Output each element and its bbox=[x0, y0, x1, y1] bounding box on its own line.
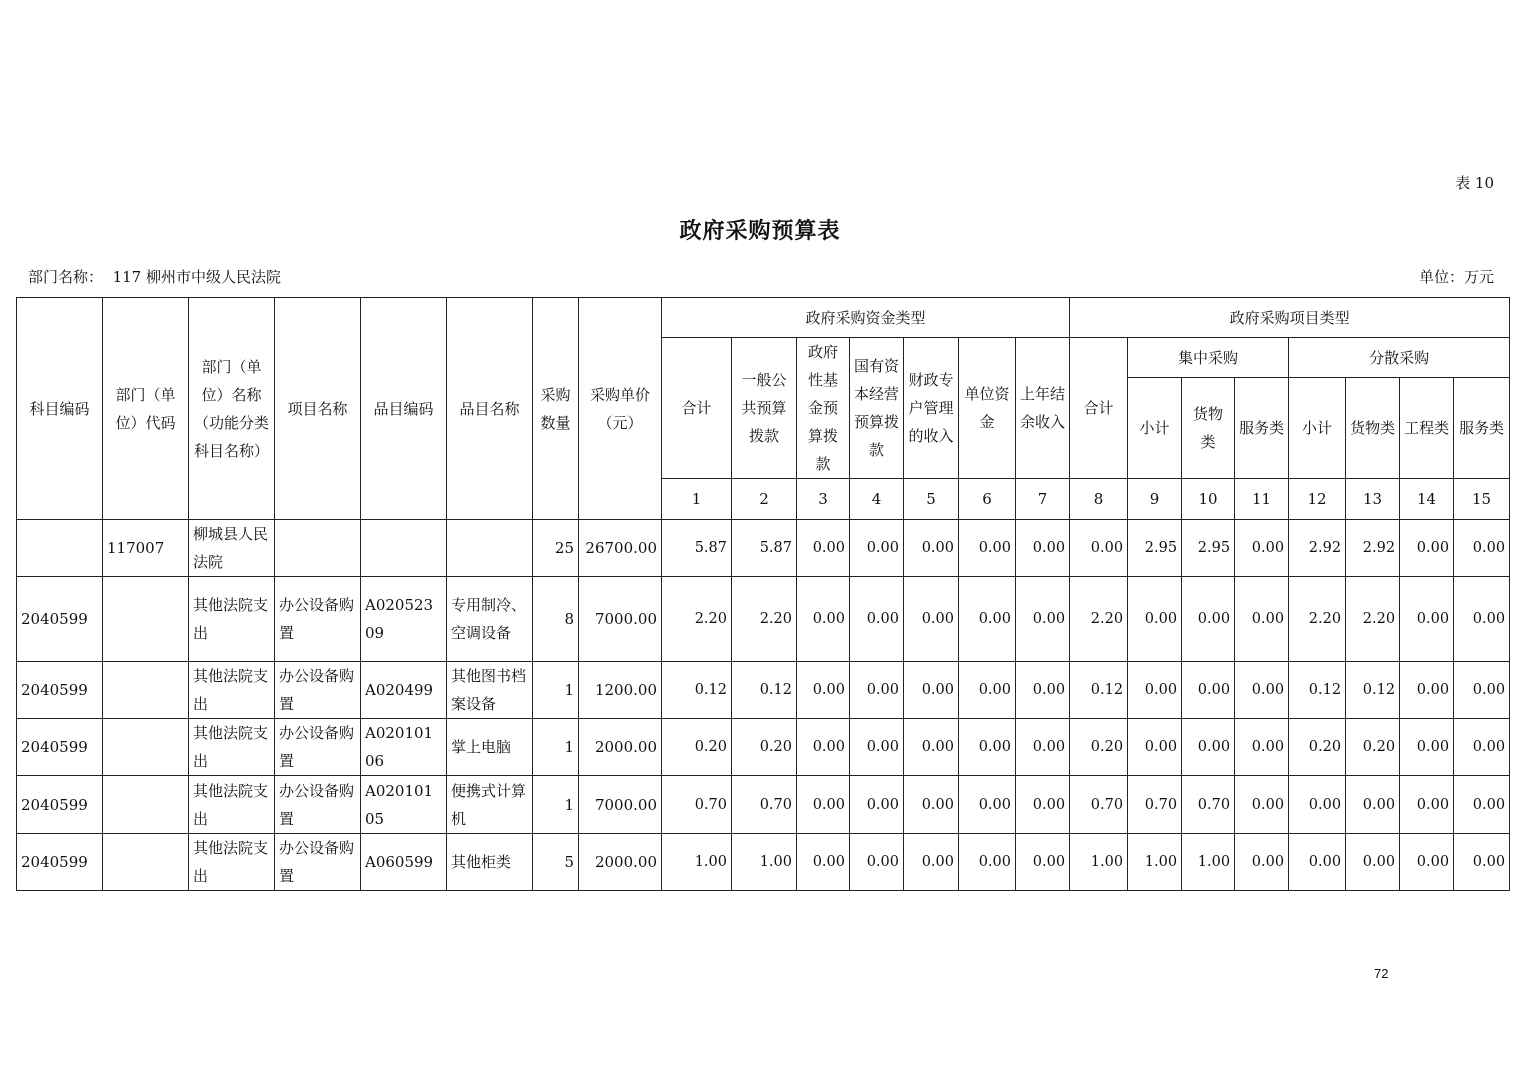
cell-value-12: 0.00 bbox=[1289, 776, 1346, 834]
column-number: 13 bbox=[1346, 479, 1400, 520]
cell-quantity: 1 bbox=[533, 662, 579, 719]
cell-value-3: 0.00 bbox=[797, 577, 850, 662]
cell-dept-name: 其他法院支出 bbox=[189, 577, 275, 662]
cell-item-code: A020499 bbox=[361, 662, 447, 719]
cell-dept-name: 其他法院支出 bbox=[189, 834, 275, 891]
cell-quantity: 5 bbox=[533, 834, 579, 891]
col-project-total: 合计 bbox=[1070, 338, 1128, 479]
cell-subject-code bbox=[17, 520, 103, 577]
cell-value-1: 1.00 bbox=[662, 834, 732, 891]
cell-value-11: 0.00 bbox=[1235, 577, 1289, 662]
cell-item-name bbox=[447, 520, 533, 577]
col-item-name: 品目名称 bbox=[447, 298, 533, 520]
cell-value-6: 0.00 bbox=[959, 662, 1016, 719]
cell-value-14: 0.00 bbox=[1400, 520, 1454, 577]
table-body bbox=[17, 520, 1510, 891]
col-central-services: 服务类 bbox=[1235, 378, 1289, 479]
cell-value-10: 0.00 bbox=[1182, 719, 1235, 776]
col-carryover: 上年结余收入 bbox=[1016, 338, 1070, 479]
cell-value-14: 0.00 bbox=[1400, 577, 1454, 662]
cell-value-5: 0.00 bbox=[904, 776, 959, 834]
cell-item-code: A02010105 bbox=[361, 776, 447, 834]
cell-value-4: 0.00 bbox=[850, 719, 904, 776]
column-number: 1 bbox=[662, 479, 732, 520]
cell-value-9: 2.95 bbox=[1128, 520, 1182, 577]
table-header bbox=[17, 298, 1510, 520]
cell-value-7: 0.00 bbox=[1016, 834, 1070, 891]
cell-value-5: 0.00 bbox=[904, 577, 959, 662]
cell-value-9: 0.00 bbox=[1128, 662, 1182, 719]
cell-dept-name: 柳城县人民法院 bbox=[189, 520, 275, 577]
cell-value-6: 0.00 bbox=[959, 719, 1016, 776]
col-scattered-works: 工程类 bbox=[1400, 378, 1454, 479]
cell-quantity: 8 bbox=[533, 577, 579, 662]
cell-value-1: 0.12 bbox=[662, 662, 732, 719]
cell-value-13: 0.12 bbox=[1346, 662, 1400, 719]
unit-label: 单位：万元 bbox=[1418, 268, 1494, 286]
column-number: 8 bbox=[1070, 479, 1128, 520]
cell-value-10: 0.00 bbox=[1182, 662, 1235, 719]
cell-value-9: 0.00 bbox=[1128, 719, 1182, 776]
cell-value-11: 0.00 bbox=[1235, 834, 1289, 891]
cell-value-7: 0.00 bbox=[1016, 719, 1070, 776]
cell-value-10: 1.00 bbox=[1182, 834, 1235, 891]
department-value: 117 柳州市中级人民法院 bbox=[112, 268, 281, 286]
cell-value-1: 5.87 bbox=[662, 520, 732, 577]
cell-dept-name: 其他法院支出 bbox=[189, 662, 275, 719]
cell-value-7: 0.00 bbox=[1016, 520, 1070, 577]
col-general-budget: 一般公共预算拨款 bbox=[732, 338, 797, 479]
col-scattered-subtotal: 小计 bbox=[1289, 378, 1346, 479]
column-number: 11 bbox=[1235, 479, 1289, 520]
cell-value-4: 0.00 bbox=[850, 577, 904, 662]
col-fund-total: 合计 bbox=[662, 338, 732, 479]
col-gov-fund: 政府性基金预算拨款 bbox=[797, 338, 850, 479]
cell-subject-code: 2040599 bbox=[17, 776, 103, 834]
group-scattered-procurement: 分散采购 bbox=[1289, 338, 1510, 378]
page-title: 政府采购预算表 bbox=[679, 218, 841, 244]
cell-value-10: 0.70 bbox=[1182, 776, 1235, 834]
cell-value-1: 0.20 bbox=[662, 719, 732, 776]
cell-value-13: 2.20 bbox=[1346, 577, 1400, 662]
cell-project-name: 办公设备购置 bbox=[275, 662, 361, 719]
cell-value-10: 0.00 bbox=[1182, 577, 1235, 662]
cell-value-3: 0.00 bbox=[797, 776, 850, 834]
cell-project-name bbox=[275, 520, 361, 577]
cell-dept-code bbox=[103, 662, 189, 719]
cell-value-11: 0.00 bbox=[1235, 719, 1289, 776]
cell-value-3: 0.00 bbox=[797, 834, 850, 891]
col-scattered-services: 服务类 bbox=[1454, 378, 1510, 479]
group-project-type: 政府采购项目类型 bbox=[1070, 298, 1510, 338]
cell-value-14: 0.00 bbox=[1400, 719, 1454, 776]
cell-value-10: 2.95 bbox=[1182, 520, 1235, 577]
cell-item-name: 便携式计算机 bbox=[447, 776, 533, 834]
cell-unit-price: 2000.00 bbox=[579, 834, 662, 891]
cell-value-15: 0.00 bbox=[1454, 577, 1510, 662]
column-number: 12 bbox=[1289, 479, 1346, 520]
cell-value-7: 0.00 bbox=[1016, 577, 1070, 662]
group-fund-type: 政府采购资金类型 bbox=[662, 298, 1070, 338]
column-number: 7 bbox=[1016, 479, 1070, 520]
col-scattered-goods: 货物类 bbox=[1346, 378, 1400, 479]
cell-value-5: 0.00 bbox=[904, 520, 959, 577]
cell-value-8: 2.20 bbox=[1070, 577, 1128, 662]
cell-subject-code: 2040599 bbox=[17, 662, 103, 719]
cell-value-5: 0.00 bbox=[904, 719, 959, 776]
cell-subject-code: 2040599 bbox=[17, 834, 103, 891]
col-unit-price: 采购单价（元） bbox=[579, 298, 662, 520]
cell-value-12: 2.92 bbox=[1289, 520, 1346, 577]
table-row bbox=[17, 662, 1510, 719]
cell-value-4: 0.00 bbox=[850, 834, 904, 891]
cell-value-3: 0.00 bbox=[797, 520, 850, 577]
cell-value-4: 0.00 bbox=[850, 662, 904, 719]
cell-value-15: 0.00 bbox=[1454, 776, 1510, 834]
cell-value-12: 0.20 bbox=[1289, 719, 1346, 776]
cell-value-14: 0.00 bbox=[1400, 776, 1454, 834]
col-special-income: 财政专户管理的收入 bbox=[904, 338, 959, 479]
cell-project-name: 办公设备购置 bbox=[275, 776, 361, 834]
cell-value-13: 0.20 bbox=[1346, 719, 1400, 776]
cell-value-13: 2.92 bbox=[1346, 520, 1400, 577]
col-item-code: 品目编码 bbox=[361, 298, 447, 520]
cell-value-3: 0.00 bbox=[797, 719, 850, 776]
cell-item-name: 专用制冷、空调设备 bbox=[447, 577, 533, 662]
cell-value-13: 0.00 bbox=[1346, 776, 1400, 834]
cell-value-2: 5.87 bbox=[732, 520, 797, 577]
table-row bbox=[17, 577, 1510, 662]
table-row bbox=[17, 520, 1510, 577]
cell-value-14: 0.00 bbox=[1400, 834, 1454, 891]
cell-value-6: 0.00 bbox=[959, 776, 1016, 834]
cell-quantity: 25 bbox=[533, 520, 579, 577]
col-central-subtotal: 小计 bbox=[1128, 378, 1182, 479]
cell-item-name: 其他柜类 bbox=[447, 834, 533, 891]
cell-value-12: 0.00 bbox=[1289, 834, 1346, 891]
cell-value-5: 0.00 bbox=[904, 834, 959, 891]
cell-project-name: 办公设备购置 bbox=[275, 834, 361, 891]
cell-value-8: 0.70 bbox=[1070, 776, 1128, 834]
group-central-procurement: 集中采购 bbox=[1128, 338, 1289, 378]
cell-item-code bbox=[361, 520, 447, 577]
cell-value-15: 0.00 bbox=[1454, 520, 1510, 577]
cell-value-2: 0.20 bbox=[732, 719, 797, 776]
col-quantity: 采购数量 bbox=[533, 298, 579, 520]
cell-dept-name: 其他法院支出 bbox=[189, 719, 275, 776]
column-number: 10 bbox=[1182, 479, 1235, 520]
table-row bbox=[17, 719, 1510, 776]
col-unit-funds: 单位资金 bbox=[959, 338, 1016, 479]
cell-dept-code: 117007 bbox=[103, 520, 189, 577]
column-number: 3 bbox=[797, 479, 850, 520]
cell-dept-name: 其他法院支出 bbox=[189, 776, 275, 834]
table-number: 表 10 bbox=[1455, 174, 1494, 192]
cell-item-code: A02052309 bbox=[361, 577, 447, 662]
column-number: 15 bbox=[1454, 479, 1510, 520]
cell-value-9: 1.00 bbox=[1128, 834, 1182, 891]
cell-value-15: 0.00 bbox=[1454, 719, 1510, 776]
cell-unit-price: 26700.00 bbox=[579, 520, 662, 577]
cell-value-14: 0.00 bbox=[1400, 662, 1454, 719]
cell-value-8: 0.00 bbox=[1070, 520, 1128, 577]
cell-value-11: 0.00 bbox=[1235, 776, 1289, 834]
cell-value-6: 0.00 bbox=[959, 577, 1016, 662]
column-number: 5 bbox=[904, 479, 959, 520]
cell-value-7: 0.00 bbox=[1016, 776, 1070, 834]
cell-value-2: 2.20 bbox=[732, 577, 797, 662]
cell-value-12: 0.12 bbox=[1289, 662, 1346, 719]
cell-project-name: 办公设备购置 bbox=[275, 577, 361, 662]
table-row bbox=[17, 776, 1510, 834]
cell-value-11: 0.00 bbox=[1235, 662, 1289, 719]
cell-quantity: 1 bbox=[533, 719, 579, 776]
cell-item-code: A02010106 bbox=[361, 719, 447, 776]
col-central-goods: 货物类 bbox=[1182, 378, 1235, 479]
cell-project-name: 办公设备购置 bbox=[275, 719, 361, 776]
department-line bbox=[28, 266, 281, 287]
col-state-capital: 国有资本经营预算拨款 bbox=[850, 338, 904, 479]
cell-value-9: 0.70 bbox=[1128, 776, 1182, 834]
col-subject-code: 科目编码 bbox=[17, 298, 103, 520]
cell-quantity: 1 bbox=[533, 776, 579, 834]
column-number: 6 bbox=[959, 479, 1016, 520]
cell-value-6: 0.00 bbox=[959, 834, 1016, 891]
cell-unit-price: 7000.00 bbox=[579, 776, 662, 834]
cell-value-8: 1.00 bbox=[1070, 834, 1128, 891]
cell-value-5: 0.00 bbox=[904, 662, 959, 719]
cell-value-13: 0.00 bbox=[1346, 834, 1400, 891]
cell-dept-code bbox=[103, 834, 189, 891]
cell-unit-price: 7000.00 bbox=[579, 577, 662, 662]
cell-subject-code: 2040599 bbox=[17, 577, 103, 662]
cell-value-3: 0.00 bbox=[797, 662, 850, 719]
table-row bbox=[17, 834, 1510, 891]
page-number: 72 bbox=[1374, 966, 1389, 981]
column-number: 2 bbox=[732, 479, 797, 520]
cell-unit-price: 1200.00 bbox=[579, 662, 662, 719]
cell-value-15: 0.00 bbox=[1454, 834, 1510, 891]
cell-value-4: 0.00 bbox=[850, 520, 904, 577]
column-number: 14 bbox=[1400, 479, 1454, 520]
cell-value-1: 0.70 bbox=[662, 776, 732, 834]
cell-value-9: 0.00 bbox=[1128, 577, 1182, 662]
cell-item-code: A060599 bbox=[361, 834, 447, 891]
cell-subject-code: 2040599 bbox=[17, 719, 103, 776]
col-dept-code: 部门（单位）代码 bbox=[103, 298, 189, 520]
procurement-budget-table bbox=[16, 297, 1510, 891]
cell-value-12: 2.20 bbox=[1289, 577, 1346, 662]
cell-item-name: 其他图书档案设备 bbox=[447, 662, 533, 719]
cell-value-8: 0.20 bbox=[1070, 719, 1128, 776]
column-number: 4 bbox=[850, 479, 904, 520]
cell-dept-code bbox=[103, 577, 189, 662]
cell-value-7: 0.00 bbox=[1016, 662, 1070, 719]
cell-value-6: 0.00 bbox=[959, 520, 1016, 577]
cell-unit-price: 2000.00 bbox=[579, 719, 662, 776]
cell-value-1: 2.20 bbox=[662, 577, 732, 662]
cell-dept-code bbox=[103, 776, 189, 834]
cell-value-11: 0.00 bbox=[1235, 520, 1289, 577]
col-dept-name: 部门（单位）名称（功能分类科目名称） bbox=[189, 298, 275, 520]
cell-value-8: 0.12 bbox=[1070, 662, 1128, 719]
cell-value-2: 1.00 bbox=[732, 834, 797, 891]
cell-item-name: 掌上电脑 bbox=[447, 719, 533, 776]
cell-value-4: 0.00 bbox=[850, 776, 904, 834]
col-project-name: 项目名称 bbox=[275, 298, 361, 520]
cell-value-2: 0.12 bbox=[732, 662, 797, 719]
department-label: 部门名称： bbox=[28, 268, 104, 286]
cell-value-15: 0.00 bbox=[1454, 662, 1510, 719]
cell-value-2: 0.70 bbox=[732, 776, 797, 834]
column-number: 9 bbox=[1128, 479, 1182, 520]
cell-dept-code bbox=[103, 719, 189, 776]
